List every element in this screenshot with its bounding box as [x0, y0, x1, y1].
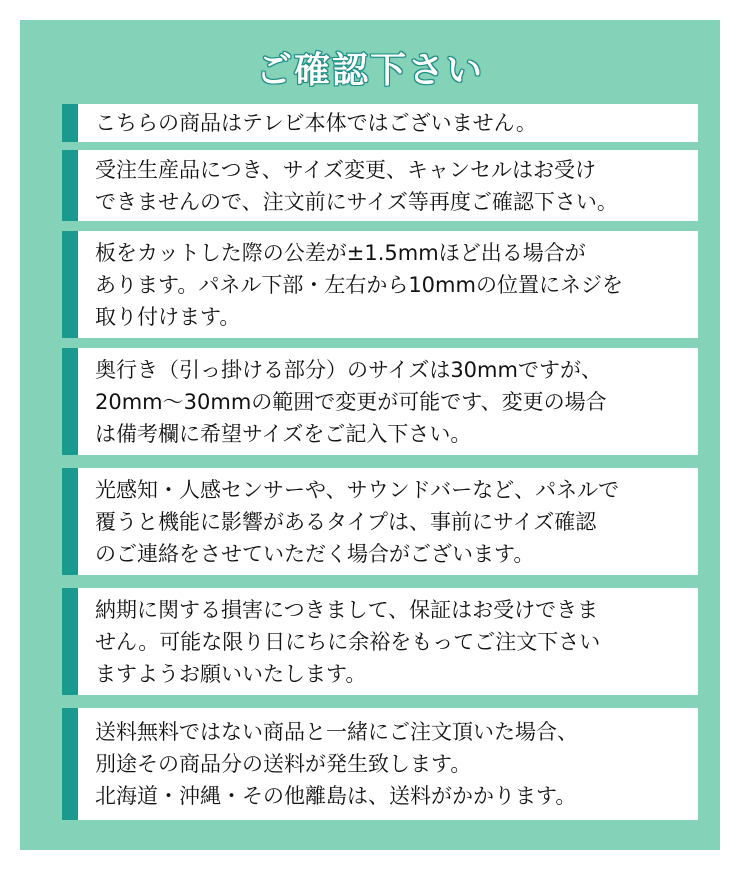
- notice-text: こちらの商品はテレビ本体ではございません。: [95, 111, 537, 135]
- notice-item: [62, 348, 698, 455]
- notice-text: 受注生産品につき、サイズ変更、キャンセルはお受け できませんので、注文前にサイズ等再度ご確認下さい。: [95, 157, 618, 214]
- notice-text: 送料無料ではない商品と一緒にご注文頂いた場合、 別途その商品分の送料が発生致します。 北海道・沖縄・その他離島は、送料がかかります。: [95, 720, 578, 808]
- notice-panel: [20, 20, 720, 850]
- notice-text: 納期に関する損害につきまして、保証はお受けできま せん。可能な限り日にちに余裕をもってご注文下さい ますようお願いいたします。: [95, 597, 601, 686]
- page-title: ご確認下さい: [255, 50, 484, 91]
- notice-item: [62, 150, 698, 221]
- notice-item: [62, 104, 698, 142]
- notice-text: 奥行き（引っ掛ける部分）のサイズは30mmですが、 20mm～30mmの範囲で変更が可能です、変更の場合 は備考欄に希望サイズをご記入下さい。: [95, 357, 607, 446]
- notice-item: [62, 231, 698, 338]
- notice-item: [62, 708, 698, 820]
- notice-text: 板をカットした際の公差が±1.5mmほど出る場合が あります。パネル下部・左右から10mmの位置にネジを 取り付けます。: [95, 240, 623, 329]
- notice-item: [62, 468, 698, 575]
- notice-item: [62, 588, 698, 695]
- notice-text: 光感知・人感センサーや、サウンドバーなど、パネルで 覆うと機能に影響があるタイプは、事前にサイズ確認 のご連絡をさせていただく場合がございます。: [95, 477, 620, 566]
